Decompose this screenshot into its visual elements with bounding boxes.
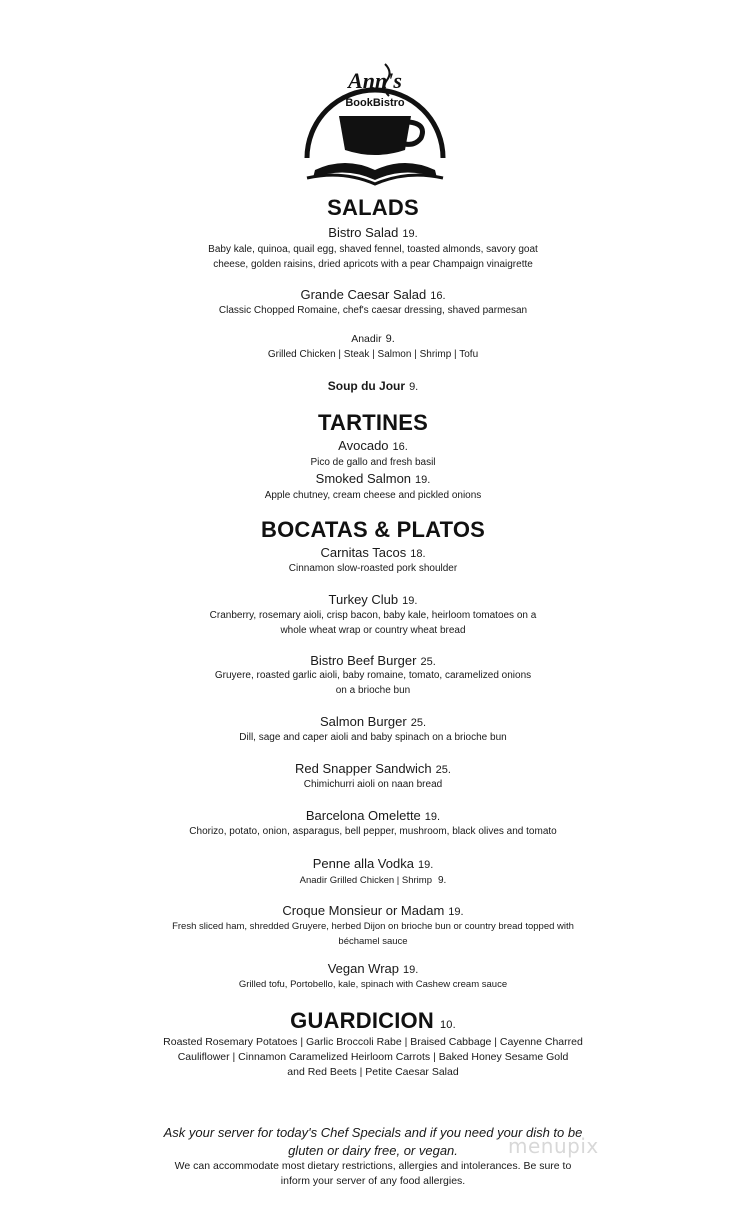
item-price: 19.: [402, 595, 418, 607]
menu-item-anadir: [0, 333, 746, 345]
item-description: Gruyere, roasted garlic aioli, baby romaine, tomato, caramelized onions on a brioche bun: [214, 670, 532, 696]
item-name: Salmon Burger: [319, 714, 407, 729]
item-description: Apple chutney, cream cheese and pickled onions: [264, 490, 482, 501]
footer-allergy-note: We can accommodate most dietary restrictions, allergies and intolerances. Be sure to inform your server of any food allergies.: [174, 1160, 572, 1187]
item-name: Vegan Wrap: [327, 961, 399, 976]
menu-item-grande-caesar: [0, 287, 746, 302]
menu-item-croque: [0, 903, 746, 918]
item-price: 25.: [410, 717, 426, 729]
item-name: Smoked Salmon: [315, 471, 412, 486]
item-price: 16.: [392, 441, 408, 453]
item-price: 19.: [402, 228, 418, 240]
menu-item-smoked-salmon: [0, 471, 746, 486]
item-name: Croque Monsieur or Madam: [282, 903, 445, 918]
section-title-bocatas: BOCATAS & PLATOS: [260, 517, 486, 542]
item-description: Cinnamon slow-roasted pork shoulder: [288, 563, 458, 574]
section-title-salads: SALADS: [327, 195, 419, 220]
item-name: Grande Caesar Salad: [300, 287, 427, 302]
item-description: Pico de gallo and fresh basil: [310, 457, 436, 468]
item-name: Anadir: [351, 333, 382, 345]
menu-item-barcelona-omelette: [0, 808, 746, 823]
item-name: Bistro Salad: [328, 225, 399, 240]
item-name: Bistro Beef Burger: [310, 653, 417, 668]
item-price: 19.: [448, 906, 464, 918]
item-description: Chimichurri aioli on naan bread: [303, 779, 443, 790]
item-price: 19.: [424, 811, 441, 823]
menu-item-red-snapper: [0, 761, 746, 776]
menupix-watermark: menupix: [508, 1134, 599, 1158]
item-price: 16.: [430, 290, 446, 302]
item-price: 25.: [420, 656, 436, 668]
item-description: Dill, sage and caper aioli and baby spinach on a brioche bun: [239, 732, 507, 743]
logo-brand-name: Ann's: [348, 68, 402, 93]
item-description: Grilled Chicken | Steak | Salmon | Shrimp | Tofu: [267, 349, 479, 360]
menu-item-bistro-beef-burger: [0, 653, 746, 668]
item-description: Classic Chopped Romaine, chef's caesar dressing, shaved parmesan: [218, 305, 528, 316]
item-description: Anadir Grilled Chicken | Shrimp 9.: [299, 875, 447, 886]
menu-item-bistro-salad: [0, 225, 746, 240]
item-name: Carnitas Tacos: [320, 545, 407, 560]
item-name: Penne alla Vodka: [312, 856, 414, 871]
item-price: 19.: [417, 859, 434, 871]
menu-item-turkey-club: [0, 592, 746, 607]
menu-item-carnitas-tacos: [0, 545, 746, 560]
logo-brand-subtitle: BookBistro: [345, 97, 405, 109]
bookbistro-logo: [285, 58, 465, 194]
menu-item-penne-vodka: [0, 856, 746, 871]
item-price: 25.: [435, 764, 451, 776]
footer-specials-note: Ask your server for today's Chef Specials and if you need your dish to be gluten or dairy free, or vegan.: [163, 1125, 583, 1158]
item-description: Grilled tofu, Portobello, kale, spinach with Cashew cream sauce: [238, 979, 508, 990]
menu-item-vegan-wrap: [0, 961, 746, 976]
item-description: Cranberry, rosemary aioli, crisp bacon, baby kale, heirloom tomatoes on a whole wheat wrap or country wheat bread: [209, 610, 537, 636]
item-description: Chorizo, potato, onion, asparagus, bell pepper, mushroom, black olives and tomato: [189, 826, 557, 837]
item-description: Baby kale, quinoa, quail egg, shaved fennel, toasted almonds, savory goat cheese, golden raisins, dried apricots with a pear Champaign vinaigrette: [208, 244, 538, 270]
guardicion-price: 10.: [439, 1019, 456, 1031]
item-price: 9.: [385, 333, 395, 345]
guardicion-sides: Roasted Rosemary Potatoes | Garlic Broccoli Rabe | Braised Cabbage | Cayenne Charred Cauliflower | Cinnamon Caramelized Heirloom Carrots | Baked Honey Sesame Gold and Red Beets | Petite Caesar Salad: [163, 1036, 583, 1078]
item-price: 9.: [409, 381, 419, 393]
menu-item-avocado: [0, 438, 746, 453]
section-title-guardicion: GUARDICION 10.: [290, 1008, 456, 1033]
menu-item-salmon-burger: [0, 714, 746, 729]
item-name: Barcelona Omelette: [305, 808, 421, 823]
item-price: 19.: [403, 964, 419, 976]
item-name: Avocado: [338, 438, 389, 453]
item-name: Soup du Jour: [327, 379, 406, 393]
section-title-tartines: TARTINES: [318, 410, 428, 435]
item-price: 18.: [410, 548, 426, 560]
item-name: Turkey Club: [328, 592, 399, 607]
item-price: 19.: [415, 474, 431, 486]
item-name: Red Snapper Sandwich: [295, 761, 432, 776]
item-description: Fresh sliced ham, shredded Gruyere, herbed Dijon on brioche bun or country bread topped with béchamel sauce: [172, 921, 574, 947]
menu-item-soup: [0, 378, 746, 393]
